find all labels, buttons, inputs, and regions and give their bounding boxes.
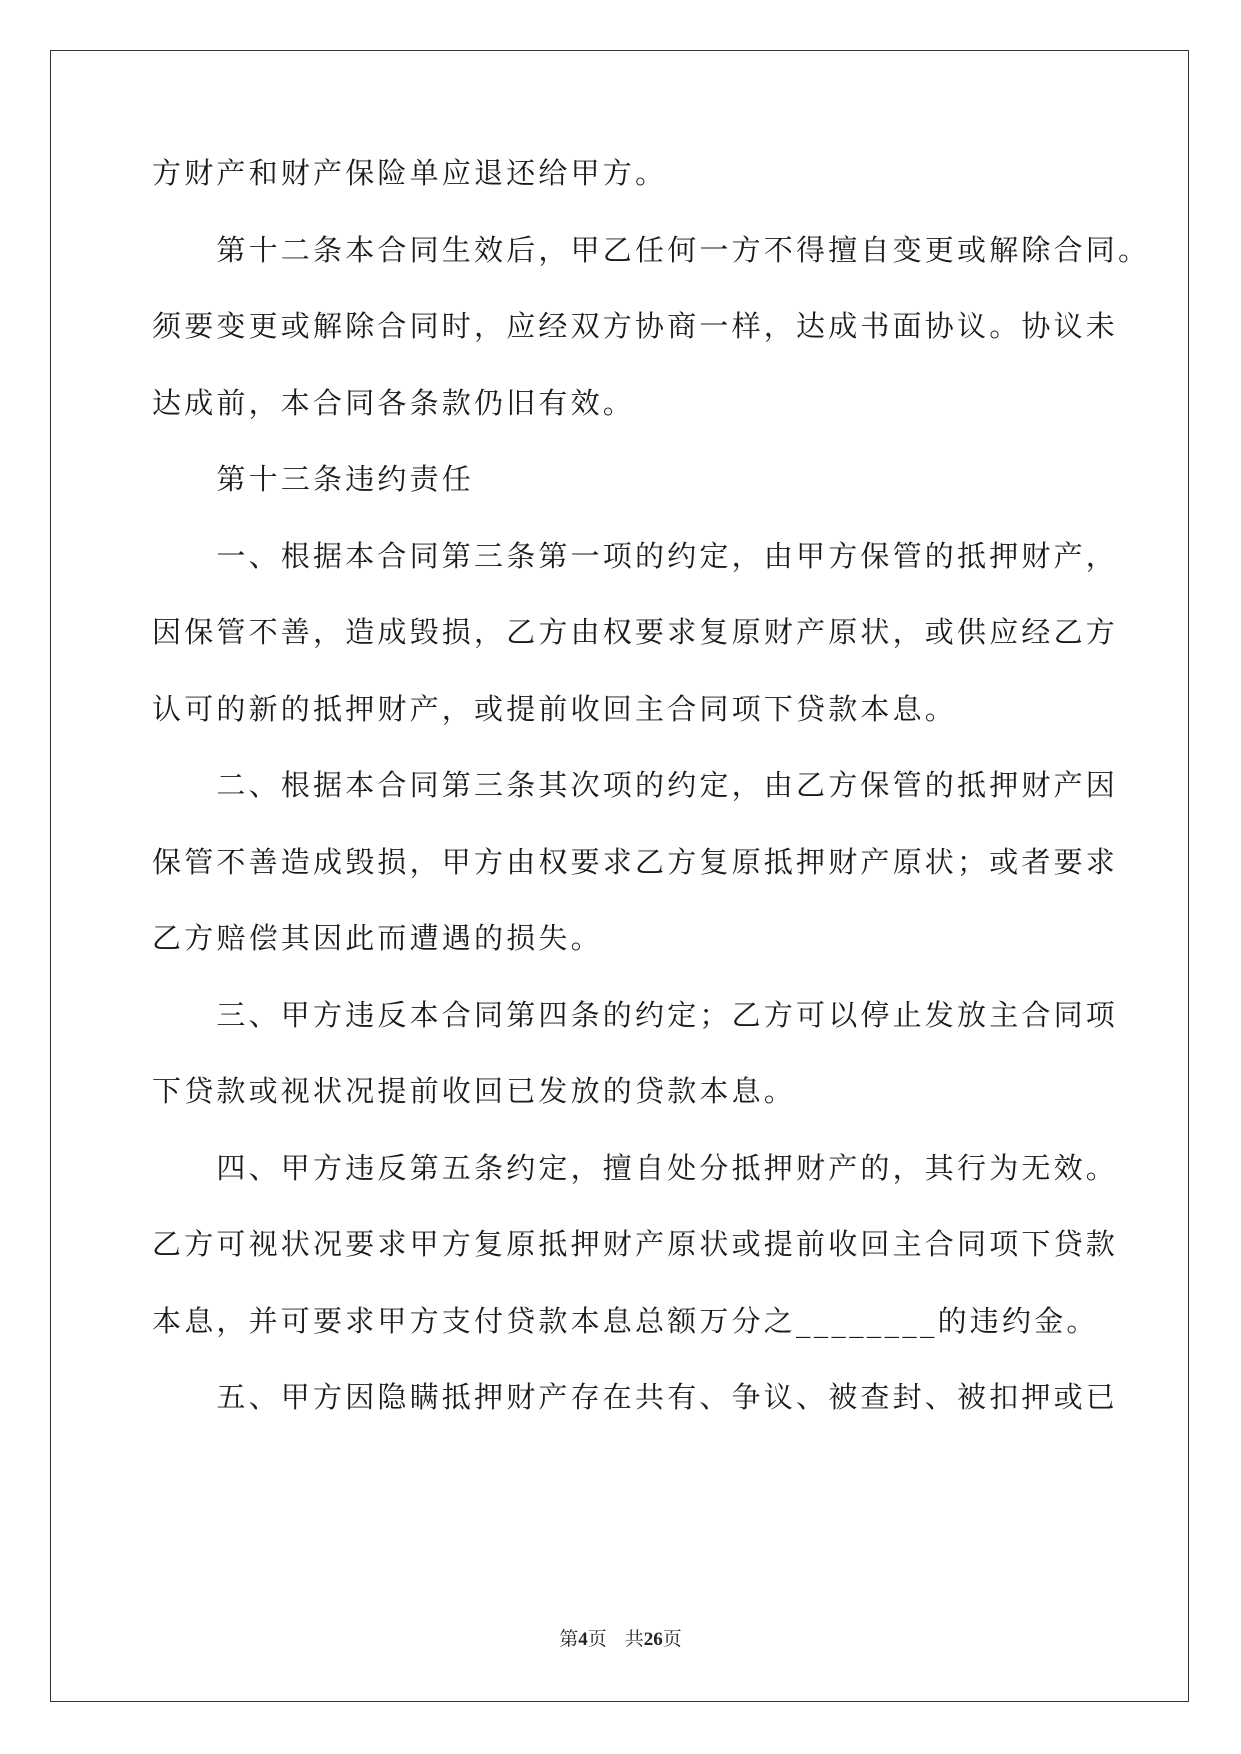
total-prefix: 共 bbox=[624, 1629, 644, 1650]
text-line: 三、甲方违反本合同第四条的约定；乙方可以停止发放主合同项 bbox=[152, 998, 1119, 1032]
text-line: 第十二条本合同生效后，甲乙任何一方不得擅自变更或解除合同。 bbox=[152, 233, 1151, 267]
text-line: 方财产和财产保险单应退还给甲方。 bbox=[152, 156, 668, 190]
text-line: 一、根据本合同第三条第一项的约定，由甲方保管的抵押财产， bbox=[152, 539, 1119, 573]
page-prefix: 第 bbox=[559, 1629, 579, 1650]
text-line: 保管不善造成毁损，甲方由权要求乙方复原抵押财产原状；或者要求 bbox=[152, 845, 1119, 879]
text-line: 五、甲方因隐瞒抵押财产存在共有、争议、被查封、被扣押或已 bbox=[152, 1380, 1119, 1414]
page-footer bbox=[0, 1624, 1241, 1651]
text-line: 须要变更或解除合同时，应经双方协商一样，达成书面协议。协议未 bbox=[152, 309, 1119, 343]
text-line: 二、根据本合同第三条其次项的约定，由乙方保管的抵押财产因 bbox=[152, 768, 1119, 802]
text-line: 达成前，本合同各条款仍旧有效。 bbox=[152, 386, 636, 420]
total-suffix: 页 bbox=[662, 1629, 682, 1650]
text-line: 本息，并可要求甲方支付贷款本息总额万分之________的违约金。 bbox=[152, 1304, 1099, 1338]
text-line: 乙方赔偿其因此而遭遇的损失。 bbox=[152, 921, 603, 955]
text-line: 因保管不善，造成毁损，乙方由权要求复原财产原状，或供应经乙方 bbox=[152, 615, 1119, 649]
text-line: 认可的新的抵押财产，或提前收回主合同项下贷款本息。 bbox=[152, 692, 958, 726]
total-pages: 26 bbox=[643, 1629, 663, 1650]
page-number: 4 bbox=[578, 1629, 588, 1650]
section-heading: 第十三条违约责任 bbox=[152, 462, 475, 496]
text-line: 乙方可视状况要求甲方复原抵押财产原状或提前收回主合同项下贷款 bbox=[152, 1227, 1119, 1261]
text-line: 下贷款或视状况提前收回已发放的贷款本息。 bbox=[152, 1074, 797, 1108]
page-suffix: 页 bbox=[587, 1629, 607, 1650]
text-line: 四、甲方违反第五条约定，擅自处分抵押财产的，其行为无效。 bbox=[152, 1151, 1119, 1185]
